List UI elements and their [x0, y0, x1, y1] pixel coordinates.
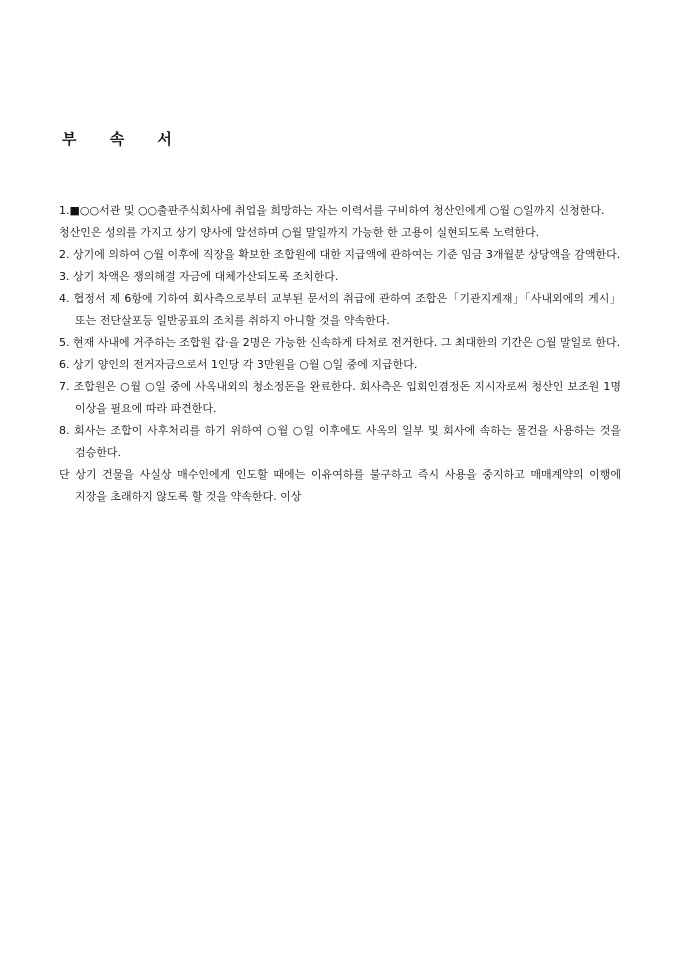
paragraph-1-continued: 청산인은 성의를 가지고 상기 양사에 알선하며 ○월 말일까지 가능한 한 고용이 실현되도록 노력한다.	[59, 226, 540, 239]
document-title: 부 속 서	[62, 130, 186, 148]
paragraph-1: 1.■○○서관 및 ○○출판주식회사에 취업을 희망하는 자는 이력서를 구비하여 청산인에게 ○월 ○일까지 신청한다.	[59, 204, 605, 217]
paragraph-7: 7. 조합원은 ○월 ○일 중에 사옥내외의 청소정돈을 완료한다. 회사측은 입회인겸정돈 지시자로써 청산인 보조원 1명 이상을 필요에 따라 파견한다.	[59, 380, 621, 415]
paragraph-6: 6. 상기 양인의 전거자금으로서 1인당 각 3만원을 ○월 ○일 중에 지급한다.	[59, 358, 418, 371]
paragraph-8-proviso: 단 상기 건물을 사실상 매수인에게 인도할 때에는 이유여하를 불구하고 즉시 사용을 중지하고 매매계약의 이행에 지장을 초래하지 않도록 할 것을 약속한다. 이상	[59, 468, 621, 503]
paragraph-5: 5. 현재 사내에 거주하는 조합원 갑·을 2명은 가능한 신속하게 타처로 전거한다. 그 최대한의 기간은 ○월 말일로 한다.	[59, 336, 621, 349]
paragraph-2: 2. 상기에 의하여 ○월 이후에 직장을 확보한 조합원에 대한 지급액에 관하여는 기준 임금 3개월분 상당액을 감액한다.	[59, 248, 621, 261]
paragraph-8: 8. 회사는 조합이 사후처리를 하기 위하여 ○월 ○일 이후에도 사옥의 일부 및 회사에 속하는 물건을 사용하는 것을 검승한다.	[59, 424, 621, 459]
document-body	[59, 200, 621, 508]
paragraph-4: 4. 협정서 제 6항에 기하여 회사측으로부터 교부된 문서의 취급에 관하여 조합은「기관지게재」「사내외에의 게시」 또는 전단살포등 일반공표의 조치를 취하지 아니할 것을 약속한다.	[59, 292, 621, 327]
paragraph-3: 3. 상기 차액은 쟁의해결 자금에 대체가산되도록 조치한다.	[59, 270, 339, 283]
